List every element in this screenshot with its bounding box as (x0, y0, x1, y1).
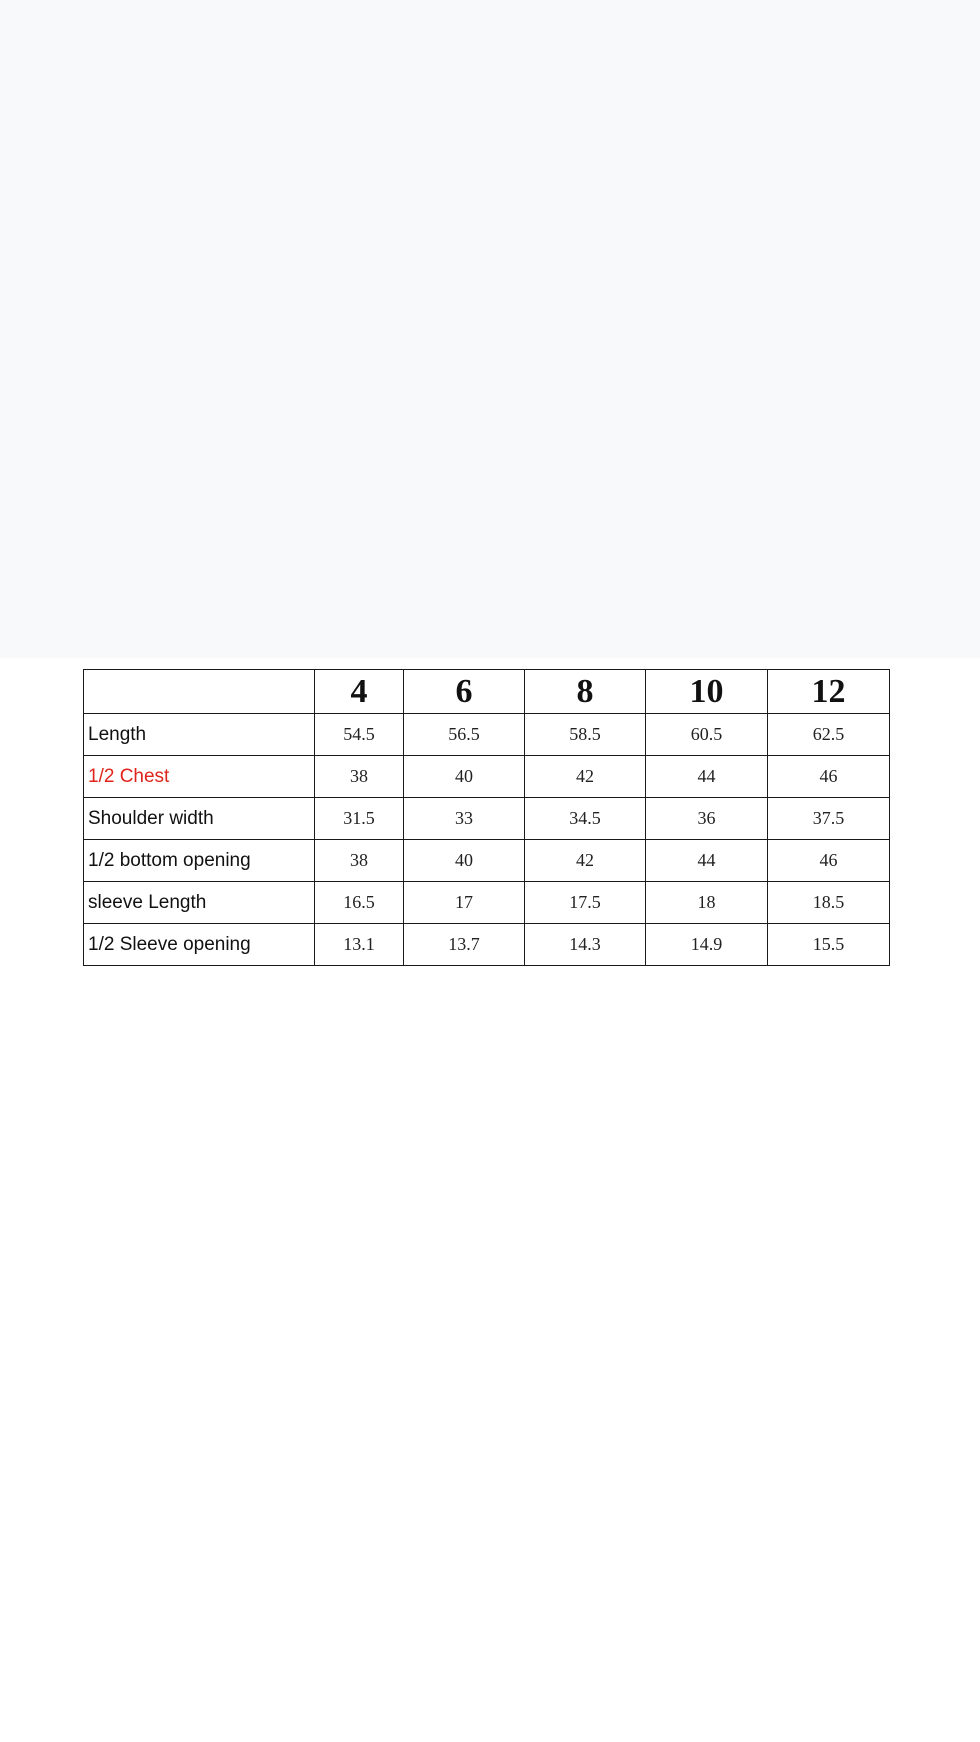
table-row (84, 798, 890, 840)
table-row (84, 756, 890, 798)
table-cell: 60.5 (646, 714, 768, 756)
table-cell: 17.5 (525, 882, 646, 924)
table-cell: 46 (768, 756, 890, 798)
table-cell: 40 (404, 840, 525, 882)
table-cell: 13.7 (404, 924, 525, 966)
row-label-length: Length (84, 714, 315, 756)
size-header-8: 8 (525, 670, 646, 714)
table-row (84, 924, 890, 966)
table-row (84, 882, 890, 924)
size-chart-table (83, 669, 890, 966)
size-header-6: 6 (404, 670, 525, 714)
table-cell: 46 (768, 840, 890, 882)
table-cell: 17 (404, 882, 525, 924)
table-cell: 44 (646, 756, 768, 798)
table-cell: 15.5 (768, 924, 890, 966)
table-cell: 40 (404, 756, 525, 798)
row-label-shoulder-width: Shoulder width (84, 798, 315, 840)
table-cell: 42 (525, 756, 646, 798)
table-row (84, 714, 890, 756)
table-cell: 37.5 (768, 798, 890, 840)
table-cell: 14.9 (646, 924, 768, 966)
table-cell: 14.3 (525, 924, 646, 966)
table-cell: 58.5 (525, 714, 646, 756)
table-cell: 13.1 (315, 924, 404, 966)
table-cell: 34.5 (525, 798, 646, 840)
table-cell: 38 (315, 840, 404, 882)
table-cell: 54.5 (315, 714, 404, 756)
table-cell: 33 (404, 798, 525, 840)
row-label-sleeve-length: sleeve Length (84, 882, 315, 924)
table-cell: 44 (646, 840, 768, 882)
table-cell: 62.5 (768, 714, 890, 756)
table-cell: 16.5 (315, 882, 404, 924)
table-cell: 18.5 (768, 882, 890, 924)
row-label-half-bottom-opening: 1/2 bottom opening (84, 840, 315, 882)
top-background (0, 0, 980, 658)
table-cell: 56.5 (404, 714, 525, 756)
table-cell: 36 (646, 798, 768, 840)
size-header-12: 12 (768, 670, 890, 714)
size-header-10: 10 (646, 670, 768, 714)
table-cell: 31.5 (315, 798, 404, 840)
corner-cell (84, 670, 315, 714)
size-header-row (84, 670, 890, 714)
table-row (84, 840, 890, 882)
row-label-half-chest: 1/2 Chest (84, 756, 315, 798)
row-label-half-sleeve-opening: 1/2 Sleeve opening (84, 924, 315, 966)
table-cell: 38 (315, 756, 404, 798)
table-cell: 18 (646, 882, 768, 924)
table-cell: 42 (525, 840, 646, 882)
size-header-4: 4 (315, 670, 404, 714)
